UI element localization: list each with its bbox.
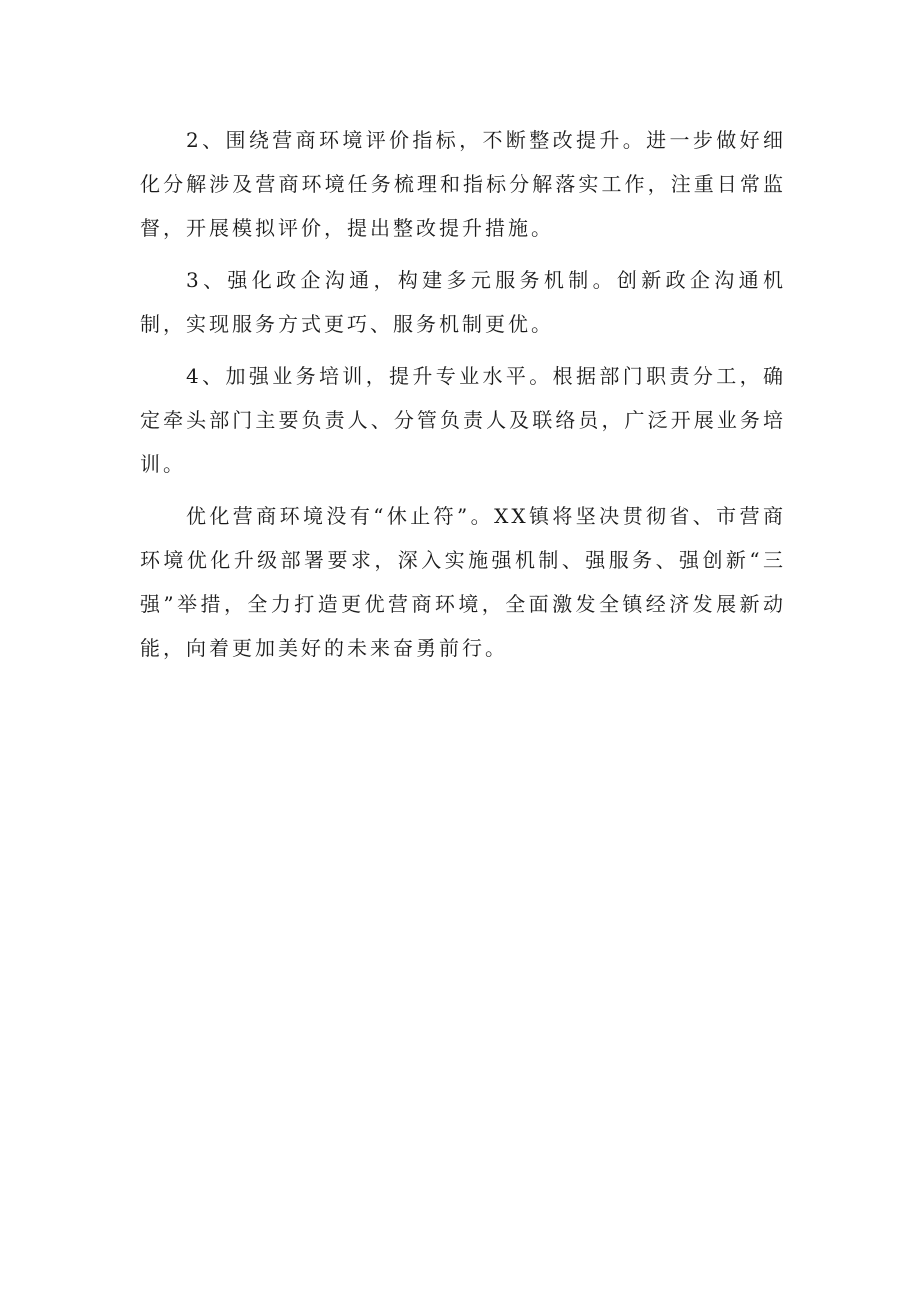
paragraph-communication: 3、强化政企沟通，构建多元服务机制。创新政企沟通机制，实现服务方式更巧、服务机制更优。 — [140, 268, 786, 336]
paragraph-conclusion: 优化营商环境没有“休止符”。XX镇将坚决贯彻省、市营商环境优化升级部署要求，深入实施强机制、强服务、强创新“三强”举措，全力打造更优营商环境，全面激发全镇经济发展新动能，向着更加美好的未来奋勇前行。 — [140, 504, 786, 660]
document-body — [140, 118, 786, 678]
paragraph-business-evaluation: 2、围绕营商环境评价指标，不断整改提升。进一步做好细化分解涉及营商环境任务梳理和指标分解落实工作，注重日常监督，开展模拟评价，提出整改提升措施。 — [140, 128, 786, 240]
paragraph-training: 4、加强业务培训，提升专业水平。根据部门职责分工，确定牵头部门主要负责人、分管负责人及联络员，广泛开展业务培训。 — [140, 364, 786, 476]
